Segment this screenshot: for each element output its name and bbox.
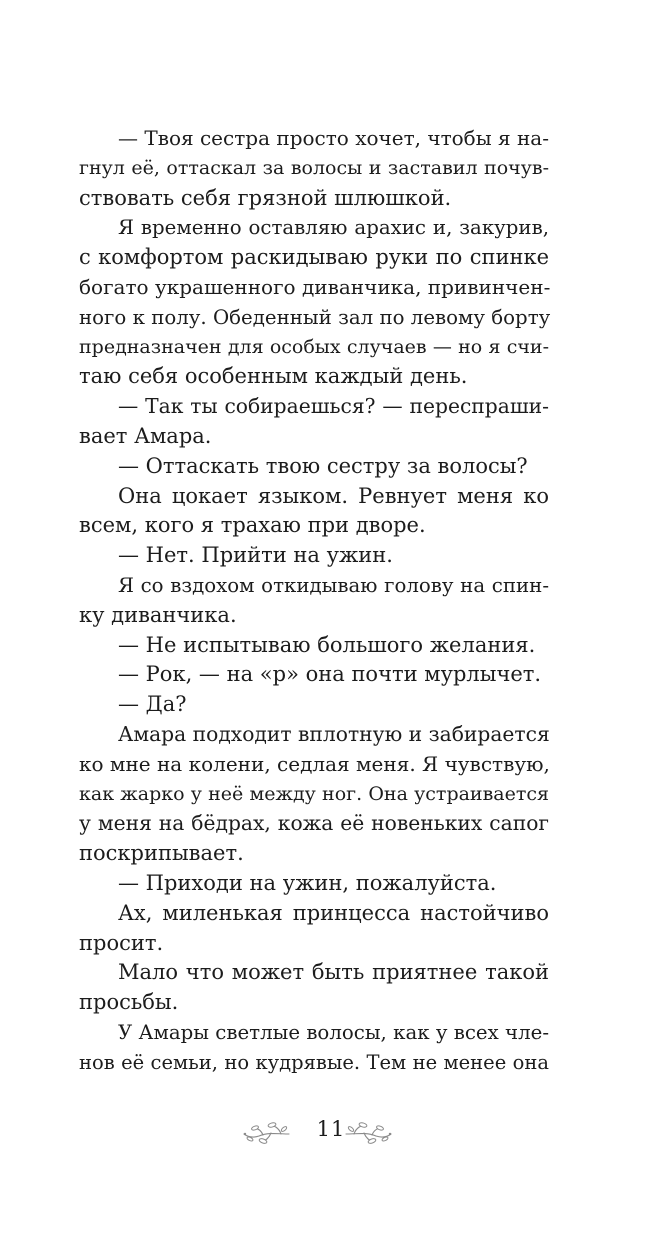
text-line: просьбы. (79, 990, 179, 1015)
text-line: ствовать себя грязной шлюшкой. (79, 185, 452, 210)
text-line: ко мне на колени, седлая меня. Я чувствую, (79, 751, 550, 776)
text-line: нов её семьи, но кудрявые. Тем не менее она (79, 1050, 549, 1074)
body-text (79, 124, 549, 1078)
text-line: поскрипывает. (79, 841, 244, 866)
text-line: Амара подходит вплотную и забирается (118, 721, 550, 746)
leafy-vine-ornament-icon (241, 1114, 291, 1148)
text-line: просит. (79, 930, 164, 955)
text-line: ку диванчика. (79, 602, 237, 627)
text-line: — Рок, — на «р» она почти мурлычет. (118, 662, 542, 687)
text-line: — Не испытываю большого желания. (118, 632, 536, 657)
page-number: 11 (316, 1117, 346, 1141)
text-line: у меня на бёдрах, кожа её новеньких сапог (79, 811, 549, 836)
text-line: предназначен для особых случаев — но я счи- (79, 335, 549, 358)
text-line: — Так ты собираешься? — переспраши- (118, 394, 549, 419)
text-line: Ах, миленькая принцесса настойчиво (118, 900, 549, 925)
text-line: — Приходи на ужин, пожалуйста. (118, 870, 497, 895)
text-line: как жарко у неё между ног. Она устраивается (79, 782, 549, 805)
page-footer (0, 1112, 661, 1152)
text-line: — Да? (118, 692, 187, 717)
text-line: ного к полу. Обеденный зал по левому борту (79, 305, 551, 329)
text-line: У Амары светлые волосы, как у всех чле- (118, 1020, 549, 1044)
text-line: таю себя особенным каждый день. (79, 364, 468, 389)
text-line: Я со вздохом откидываю голову на спин- (118, 573, 549, 597)
text-line: — Твоя сестра просто хочет, чтобы я на- (118, 126, 549, 150)
text-line: гнул её, оттаскал за волосы и заставил почув- (79, 156, 549, 179)
leafy-vine-ornament-icon (344, 1114, 394, 1148)
text-line: Мало что может быть приятнее такой (118, 960, 549, 985)
text-line: — Оттаскать твою сестру за волосы? (118, 453, 528, 478)
text-line: Она цокает языком. Ревнует меня ко (118, 483, 549, 508)
text-line: Я временно оставляю арахис и, закурив, (118, 216, 549, 240)
text-line: с комфортом раскидываю руки по спинке (79, 245, 549, 270)
text-line: всем, кого я трахаю при дворе. (79, 513, 426, 538)
text-line: — Нет. Прийти на ужин. (118, 543, 393, 568)
text-line: вает Амара. (79, 423, 212, 448)
text-line: богато украшенного диванчика, привинчен- (79, 274, 551, 299)
